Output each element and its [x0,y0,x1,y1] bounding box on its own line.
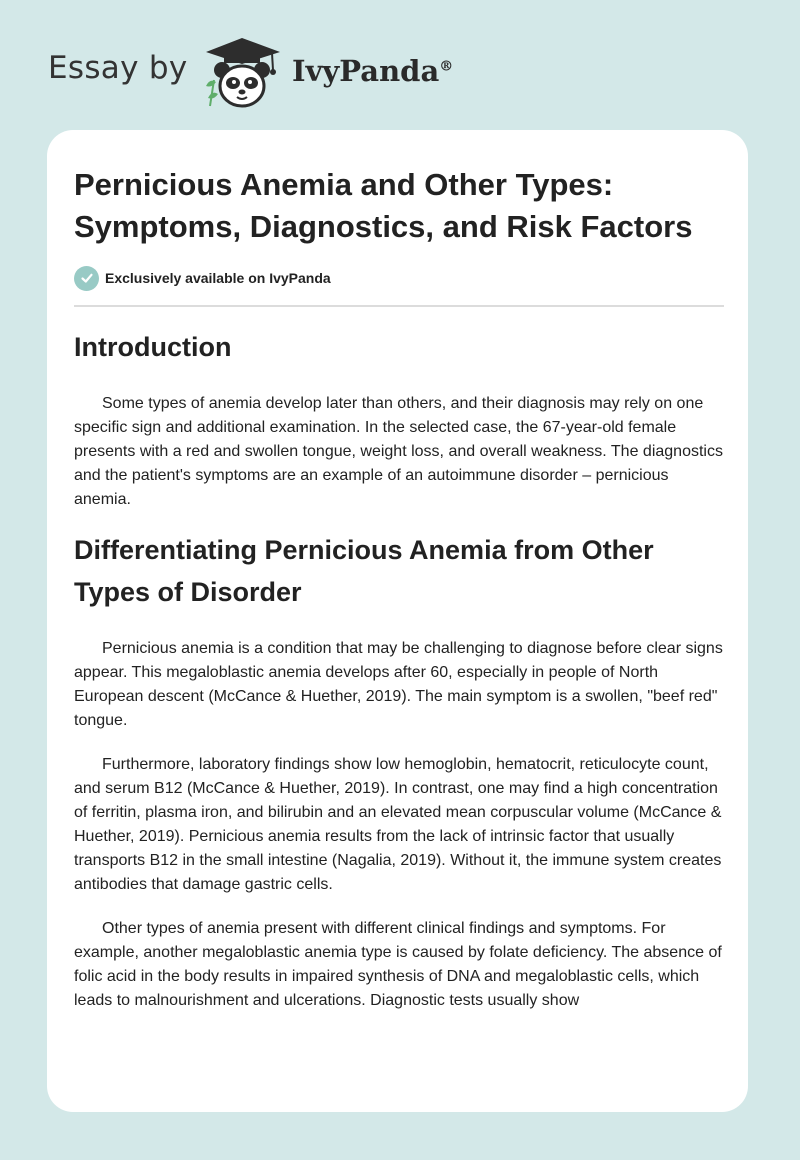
brand-name: IvyPanda® [292,54,454,88]
panda-logo-icon [202,36,282,110]
essay-by-label: Essay by [48,50,188,86]
site-header [0,0,800,120]
essay-title: Pernicious Anemia and Other Types: Symptoms, Diagnostics, and Risk Factors [74,167,693,244]
essay-card [47,130,748,1112]
paragraph: Pernicious anemia is a condition that may be challenging to diagnose before clear signs appear. This megaloblastic anemia develops after 60, especially in people of North European descent (McCance & Huether, 2019). The main symptom is a swollen, "beef red" tongue. [74,640,723,729]
paragraph: Other types of anemia present with different clinical findings and symptoms. For example, another megaloblastic anemia type is caused by folate deficiency. The absence of folic acid in the body results in impaired synthesis of DNA and megaloblastic cells, which leads to malnourishment and ulcerations. Diagnostic tests usually show [74,920,722,1009]
exclusive-badge [74,263,724,293]
divider [74,305,724,307]
exclusive-label: Exclusively available on IvyPanda [105,270,331,286]
section-heading-introduction: Introduction [74,332,232,362]
paragraph: Furthermore, laboratory findings show low hemoglobin, hematocrit, reticulocyte count, and serum B12 (McCance & Huether, 2019). In contrast, one may find a high concentration of ferritin, plasma iron, and bilirubin and an elevated mean corpuscular volume (McCance & Huether, 2019). Pernicious anemia results from the lack of intrinsic factor that usually transports B12 in the small intestine (Nagalia, 2019). Without it, the immune system creates antibodies that damage gastric cells. [74,756,722,893]
check-icon [74,266,99,291]
section-heading-differentiating: Differentiating Pernicious Anemia from Other Types of Disorder [74,535,654,607]
paragraph: Some types of anemia develop later than others, and their diagnosis may rely on one specific sign and additional examination. In the selected case, the 67-year-old female presents with a red and swollen tongue, weight loss, and overall weakness. The diagnostics and the patient's symptoms are an example of an autoimmune disorder – pernicious anemia. [74,395,723,508]
